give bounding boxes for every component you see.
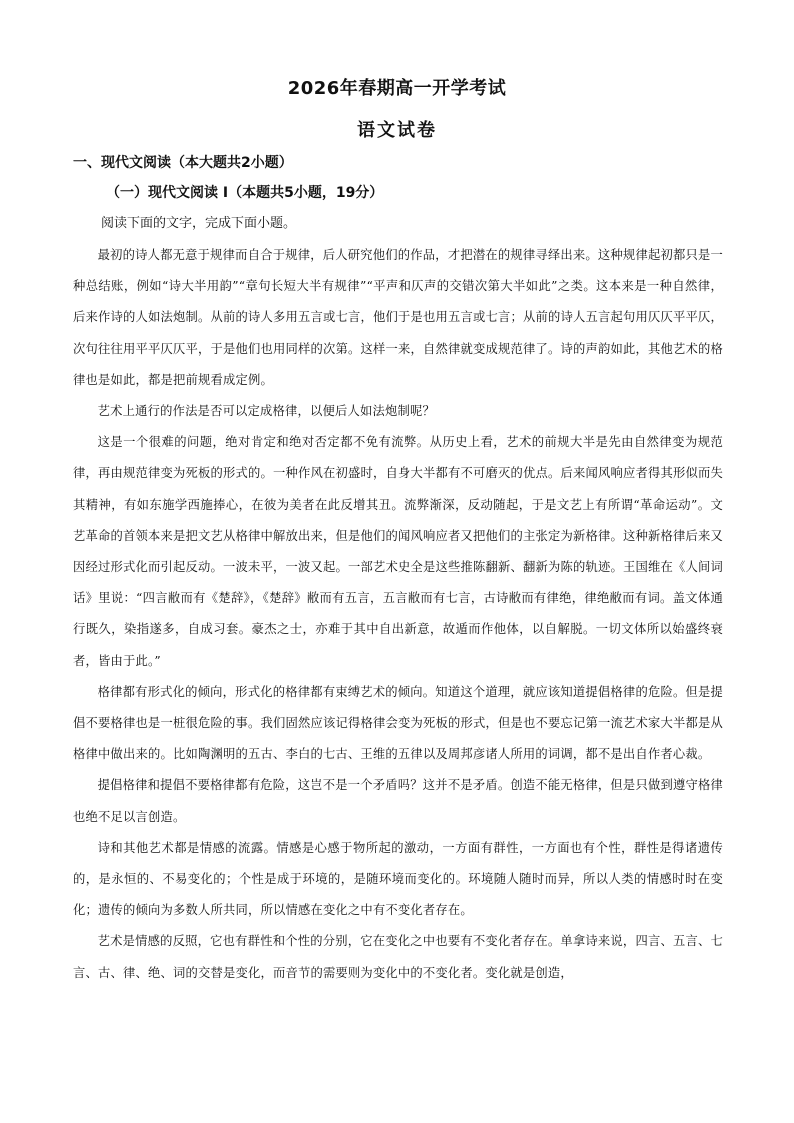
reading-instruction: 阅读下面的文字，完成下面小题。 xyxy=(101,216,297,231)
passage-paragraph: 诗和其他艺术都是情感的流露。情感是心感于物所起的激动，一方面有群性，一方面也有个性，群性是得诸遗传的，是永恒的、不易变化的；个性是成于环境的，是随环境而变化的。环境随人随时而异，所以人类的情感时时在变化；遗传的倾向为多数人所共同，所以情感在变化之中有不变化者存在。 xyxy=(73,840,723,918)
exam-title: 2026年春期高一开学考试 xyxy=(287,78,507,99)
passage-paragraph: 这是一个很难的问题，绝对肯定和绝对否定都不免有流弊。从历史上看，艺术的前规大半是先由自然律变为规范律，再由规范律变为死板的形式的。一种作风在初盛时，自身大半都有不可磨灭的优点。后来闻风响应者得其形似而失其精神，有如东施学西施捧心，在彼为美者在此反增其丑。流弊渐深，反动随起，于是文艺上有所谓“革命运动”。文艺革命的首领本来是把文艺从格律中解放出来，但是他们的闻风响应者又把他们的主张定为新格律。这种新格律后来又因经过形式化而引起反动。一波未平，一波又起。一部艺术史全是这些推陈翻新、翻新为陈的轨迹。王国维在《人间词话》里说：“四言敝而有《楚辞》，《楚辞》敝而有五言，五言敝而有七言，古诗敝而有律绝，律绝敝而有词。盖文体通行既久，染指遂多，自成习套。豪杰之士，亦难于其中自出新意，故遁而作他体，以自解脱。一切文体所以始盛终衰者，皆由于此。” xyxy=(73,435,723,668)
passage-paragraph: 最初的诗人都无意于规律而自合于规律，后人研究他们的作品，才把潜在的规律寻绎出来。这种规律起初都只是一种总结账，例如“诗大半用韵”“章句长短大半有规律”“平声和仄声的交错次第大半如此”之类。这本来是一种自然律，后来作诗的人如法炮制。从前的诗人多用五言或七言，他们于是也用五言或七言；从前的诗人五言起句用仄仄平平仄，次句往往用平平仄仄平，于是他们也用同样的次第。这样一来，自然律就变成规范律了。诗的声韵如此，其他艺术的格律也是如此，都是把前规看成定例。 xyxy=(73,248,723,387)
passage-paragraph: 艺术上通行的作法是否可以定成格律，以便后人如法炮制呢？ xyxy=(97,404,436,419)
part1-sub-heading: （一）现代文阅读 I（本题共5小题，19分） xyxy=(106,185,384,201)
passage-paragraph: 提倡格律和提倡不要格律都有危险，这岂不是一个矛盾吗？这并不是矛盾。创造不能无格律，但是只做到遵守格律也绝不足以言创造。 xyxy=(73,778,723,824)
subject-title: 语文试卷 xyxy=(357,120,437,141)
passage-paragraph: 格律都有形式化的倾向，形式化的格律都有束缚艺术的倾向。知道这个道理，就应该知道提倡格律的危险。但是提倡不要格律也是一桩很危险的事。我们固然应该记得格律会变为死板的形式，但是也不要忘记第一流艺术家大半都是从格律中做出来的。比如陶渊明的五古、李白的七古、王维的五律以及周邦彦诸人所用的词调，都不是出自作者心裁。 xyxy=(73,684,723,762)
reading-passage xyxy=(73,240,723,989)
passage-paragraph: 艺术是情感的反照，它也有群性和个性的分别，它在变化之中也要有不变化者存在。单拿诗来说，四言、五言、七言、古、律、绝、词的交替是变化，而音节的需要则为变化中的不变化者。变化就是创造， xyxy=(73,934,723,980)
part1-heading: 一、现代文阅读（本大题共2小题） xyxy=(73,155,293,171)
